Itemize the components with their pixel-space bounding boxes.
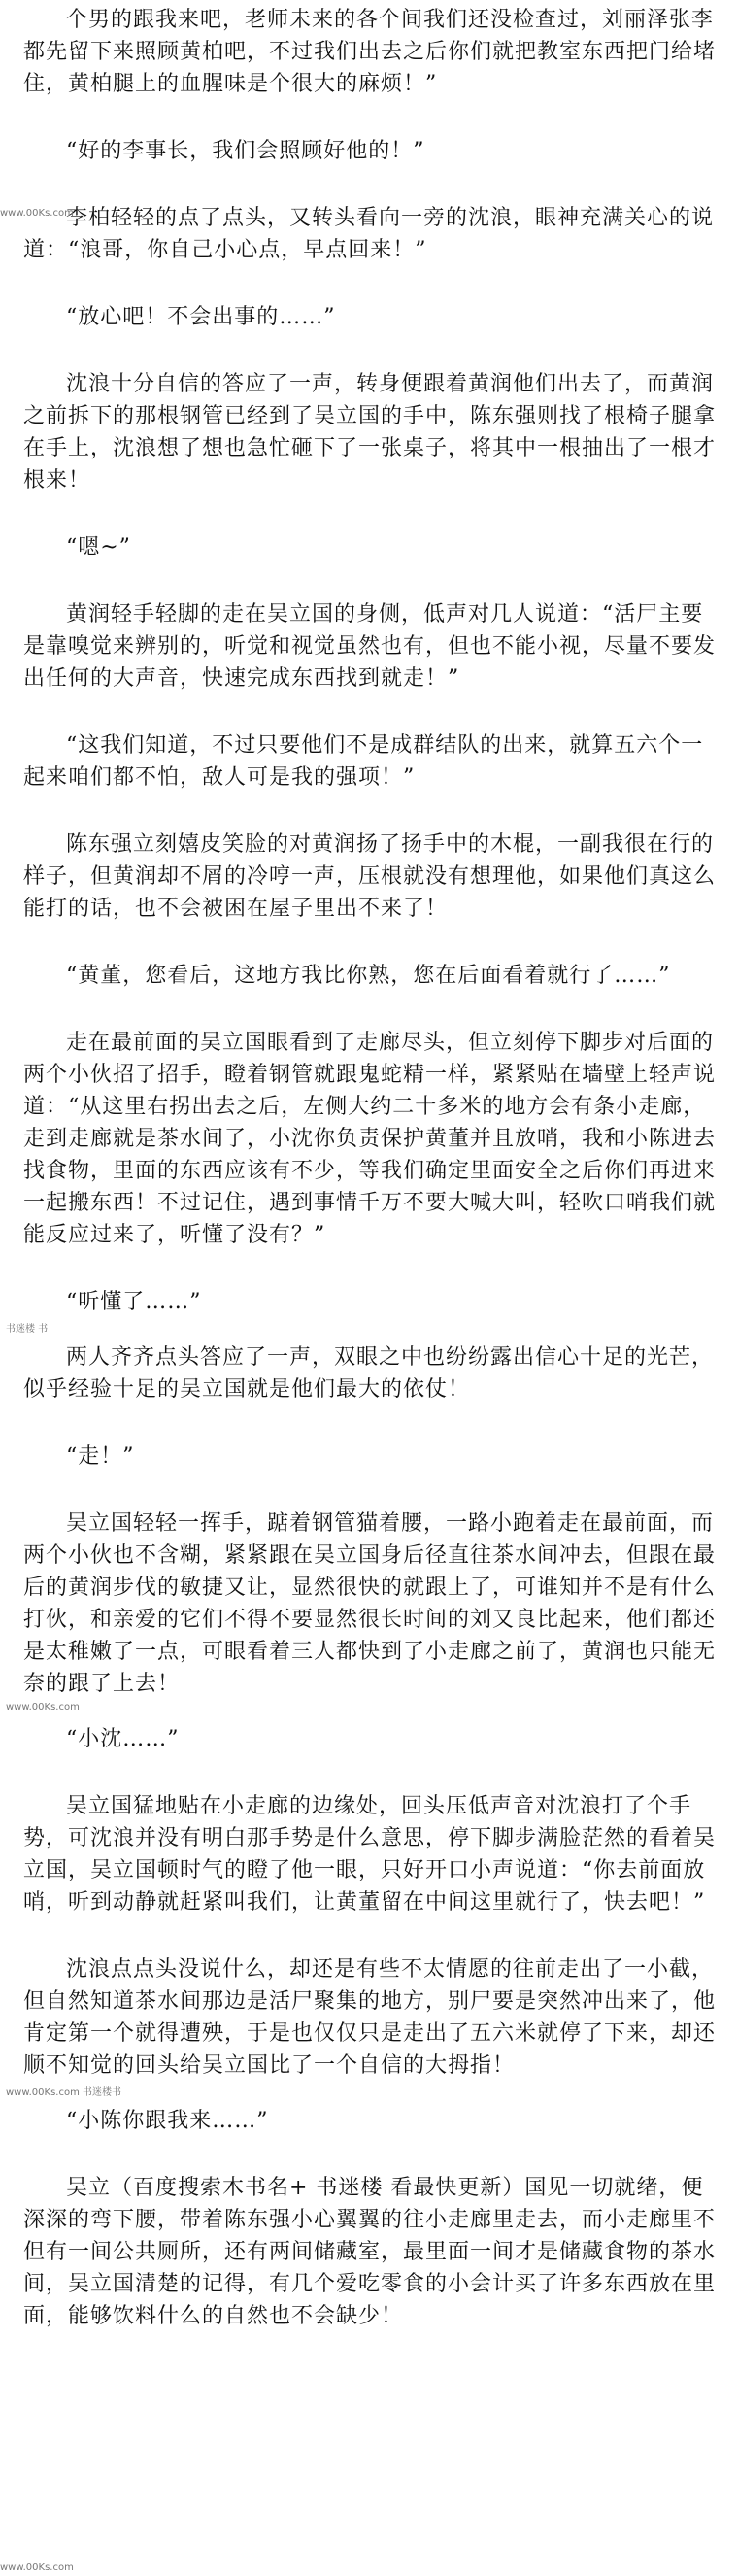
dialog-paragraph: “黄董，您看后，这地方我比你熟，您在后面看着就行了……” <box>66 964 671 988</box>
watermark: www.00Ks.com <box>6 1702 80 1712</box>
dialog-paragraph: “嗯~” <box>66 535 131 559</box>
dialog-paragraph: “好的李事长，我们会照顾好他的！” <box>66 139 425 163</box>
paragraph: 吴立国轻轻一挥手，踮着钢管猫着腰，一路小跑着走在最前面，而两个小伙也不含糊，紧紧跟在吴立国身后径直往茶水间冲去，但跟在最后的黄润步伐的敏捷又让，显然很快的就跟上了，可谁知并不是有什么打伙，和亲爱的它们不得不要显然很长时间的刘又良比起来，他们都还是太稚嫩了一点，可眼看着三人都快到了小走廊之前了，黄润也只能无奈的跟了上去！ <box>23 1511 717 1696</box>
paragraph: 黄润轻手轻脚的走在吴立国的身侧，低声对几人说道：“活尸主要是靠嗅觉来辨别的，听觉和视觉虽然也有，但也不能小视，尽量不要发出任何的大声音，快速完成东西找到就走！” <box>23 602 717 691</box>
paragraph: 沈浪十分自信的答应了一声，转身便跟着黄润他们出去了，而黄润之前拆下的那根钢管已经到了吴立国的手中，陈东强则找了根椅子腿拿在手上，沈浪想了想也急忙砸下了一张桌子，将其中一根抽出了一根才根来！ <box>23 372 717 492</box>
watermark: www.00Ks.com <box>0 2562 74 2573</box>
dialog-paragraph: “走！” <box>66 1444 135 1469</box>
watermark: www.00Ks.com 书迷楼书 <box>6 2087 122 2098</box>
dialog-paragraph: “小陈你跟我来……” <box>66 2109 269 2133</box>
dialog-paragraph: “小沈……” <box>66 1727 180 1751</box>
paragraph: 吴立国猛地贴在小走廊的边缘处，回头压低声音对沈浪打了个手势，可沈浪并没有明白那手势是什么意思，停下脚步满脸茫然的看着吴立国，吴立国顿时气的瞪了他一眼，只好开口小声说道：“你去前面放哨，听到动静就赶紧叫我们，让黄董留在中间这里就行了，快去吧！” <box>23 1794 717 1915</box>
watermark: www.00Ks.com <box>0 208 74 219</box>
dialog-paragraph: “放心吧！不会出事的……” <box>66 305 336 329</box>
watermark: 书迷楼 书 <box>6 1324 49 1335</box>
paragraph: 吴立（百度搜索木书名+ 书迷楼 看最快更新）国见一切就绪，便深深的弯下腰，带着陈东强小心翼翼的往小走廊里走去，而小走廊里不但有一间公共厕所，还有两间储藏室，最里面一间才是储藏食物的茶水间，吴立国清楚的记得，有几个爱吃零食的小会计买了许多东西放在里面，能够饮料什么的自然也不会缺少！ <box>23 2176 717 2328</box>
dialog-paragraph: “听懂了……” <box>66 1290 202 1314</box>
paragraph: 两人齐齐点头答应了一声，双眼之中也纷纷露出信心十足的光芒，似乎经验十足的吴立国就是他们最大的依仗！ <box>23 1345 715 1402</box>
paragraph: 沈浪点点头没说什么，却还是有些不太情愿的往前走出了一小截，但自然知道茶水间那边是活尸聚集的地方，别尸要是突然冲出来了，他肯定第一个就得遭殃，于是也仅仅只是走出了五六米就停了下来，却还顺不知觉的回头给吴立国比了一个自信的大拇指！ <box>23 1957 717 2078</box>
paragraph: 个男的跟我来吧，老师未来的各个间我们还没检查过，刘丽泽张李都先留下来照顾黄柏吧，不过我们出去之后你们就把教室东西把门给堵住，黄柏腿上的血腥味是个很大的麻烦！” <box>23 8 717 96</box>
paragraph: “这我们知道，不过只要他们不是成群结队的出来，就算五六个一起来咱们都不怕，敌人可是我的强项！” <box>23 733 704 790</box>
paragraph: 走在最前面的吴立国眼看到了走廊尽头，但立刻停下脚步对后面的两个小伙招了招手，瞪着钢管就跟鬼蛇精一样，紧紧贴在墙壁上轻声说道：“从这里右拐出去之后，左侧大约二十多米的地方会有条小走廊，走到走廊就是茶水间了，小沈你负责保护黄董并且放哨，我和小陈进去找食物，里面的东西应该有不少，等我们确定里面安全之后你们再进来一起搬东西！不过记住，遇到事情千万不要大喊大叫，轻吹口哨我们就能反应过来了，听懂了没有？” <box>23 1031 717 1247</box>
paragraph: 陈东强立刻嬉皮笑脸的对黄润扬了扬手中的木棍，一副我很在行的样子，但黄润却不屑的冷哼一声，压根就没有想理他，如果他们真这么能打的话，也不会被困在屋子里出不来了！ <box>23 832 717 921</box>
paragraph: 李柏轻轻的点了点头，又转头看向一旁的沈浪，眼神充满关心的说道：“浪哥，你自己小心点，早点回来！” <box>23 206 715 262</box>
